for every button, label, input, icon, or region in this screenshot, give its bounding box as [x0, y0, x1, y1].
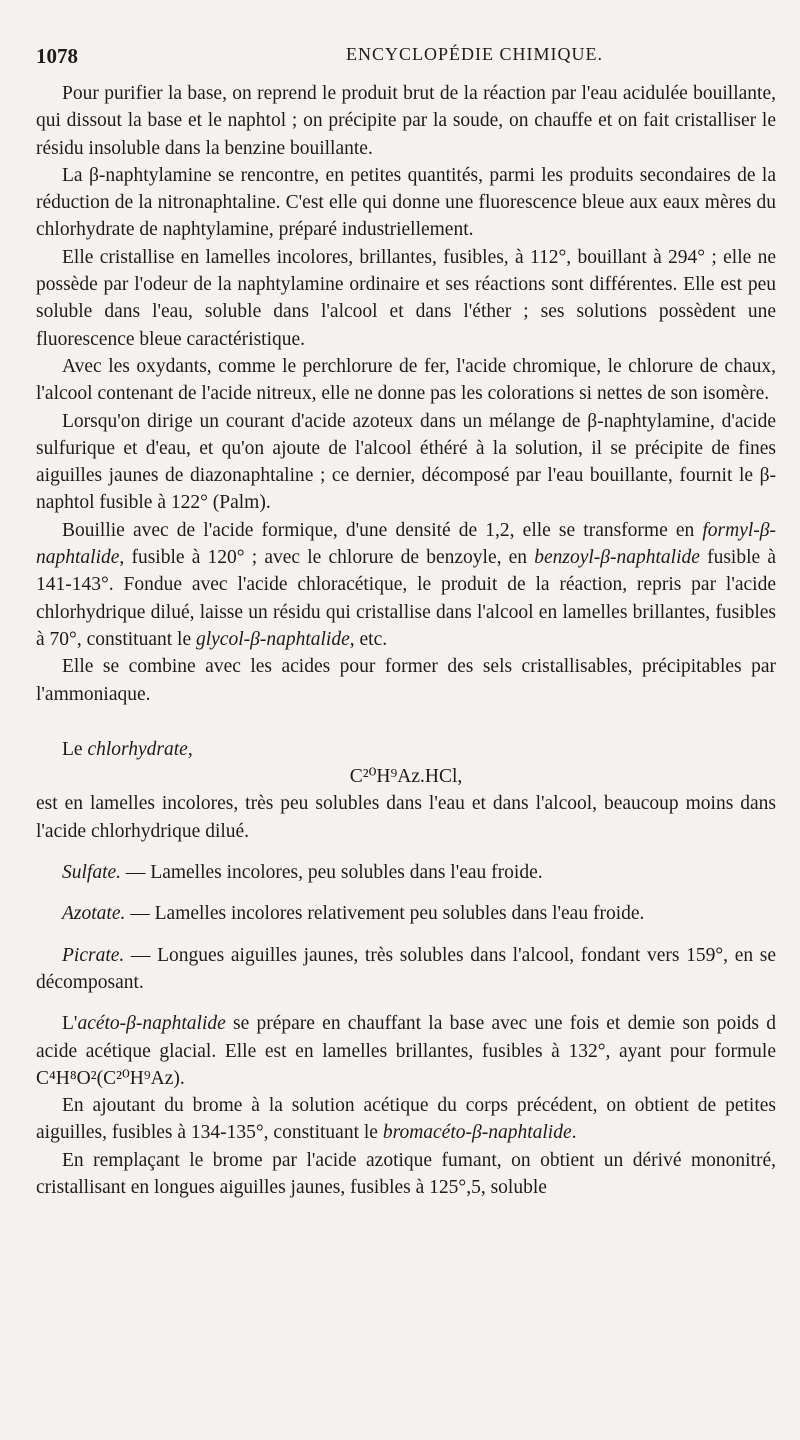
paragraph-nitration: En remplaçant le brome par l'acide azotique fumant, on obtient un dérivé mononitré, cristallisant en longues aiguilles jaunes, fusibles à 125°,5, soluble — [36, 1149, 776, 1198]
text-run: — Lamelles incolores, peu solubles dans l'eau froide. — [121, 862, 543, 884]
paragraph-azotate — [36, 900, 776, 927]
page-number: 1078 — [36, 44, 78, 68]
compound-name: formyl-β-naphtalide — [36, 519, 776, 569]
paragraph-chlorhydrate: est en lamelles incolores, très peu solubles dans l'eau et dans l'alcool, beaucoup moins dans l'acide chlorhydrique dilué. — [36, 793, 776, 842]
paragraph-sulfate — [36, 859, 776, 886]
compound-name: chlorhydrate, — [87, 738, 193, 760]
salt-label: Picrate. — [62, 944, 125, 966]
salt-label: Sulfate. — [62, 862, 122, 884]
paragraph-salts: Elle se combine avec les acides pour former des sels cristallisables, précipitables par l'ammoniaque. — [36, 656, 776, 705]
paragraph-chlorhydrate-intro — [36, 736, 776, 763]
text-run: L' — [62, 1013, 78, 1035]
compound-name: bromacéto-β-naphtalide — [382, 1122, 572, 1144]
paragraph-purification: Pour purifier la base, on reprend le produit brut de la réaction par l'eau acidulée bouillante, qui dissout la base et le naphtol ; on précipite par la soude, on chauffe et on fait cristalliser le résidu insoluble dans la benzine bouillante. — [36, 83, 776, 159]
text-run: Bouillie avec de l'acide formique, d'une densité de 1,2, elle se transforme en — [62, 519, 703, 541]
paragraph-picrate — [36, 942, 776, 997]
paragraph-occurrence: La β-naphtylamine se rencontre, en petites quantités, parmi les produits secondaires de la réduction de la nitronaphtaline. C'est elle qui donne une fluorescence bleue aux eaux mères du chlorhydrate de naphtylamine, préparé industriellement. — [36, 164, 776, 241]
text-run: fusible à 141-143°. Fondue avec l'acide chloracétique, le produit de la réaction, repris par l'acide chlorhydrique dilué, laisse un résidu qui cristallise dans l'alcool en lamelles brillantes, fusibles à 70°, constituant le — [36, 547, 776, 650]
paragraph-diazo: Lorsqu'on dirige un courant d'acide azoteux dans un mélange de β-naphtylamine, d'acide sulfurique et d'eau, et qu'on ajoute de l'alcool éthéré à la solution, il se précipite de fines aiguilles jaunes de diazonaphtaline ; ce dernier, décomposé par l'eau bouillante, fournit le β-naphtol fusible à 122° (Palm). — [36, 410, 776, 514]
paragraph-properties: Elle cristallise en lamelles incolores, brillantes, fusibles, à 112°, bouillant à 294° ; elle ne possède par l'odeur de la naphtylamine ordinaire et ses réactions sont différentes. Elle est peu soluble dans l'eau, soluble dans l'alcool et dans l'éther ; ses solutions possèdent une fluorescence bleue caractéristique. — [36, 246, 776, 350]
text-run: — Longues aiguilles jaunes, très solubles dans l'alcool, fondant vers 159°, en se décomposant. — [36, 944, 776, 993]
compound-name: acéto-β-naphtalide — [77, 1013, 226, 1035]
salt-label: Azotate. — [62, 903, 126, 925]
paragraph-acetonaphtalide — [36, 1010, 776, 1092]
paragraph-derivatives — [36, 517, 776, 653]
text-run: , etc. — [349, 628, 388, 650]
page-header — [36, 44, 764, 70]
compound-name: benzoyl-β-naphtalide — [534, 547, 700, 569]
text-run: se prépare en chauffant la base avec une fois et demie son poids d acide acétique glacial. Elle est en lamelles brillantes, fusibles à 132°, ayant pour formule C⁴H⁸O²(C²⁰H⁹Az). — [36, 1013, 776, 1089]
compound-name: glycol-β-naphtalide — [195, 628, 350, 650]
text-run: Le — [62, 738, 88, 760]
text-run: — Lamelles incolores relativement peu solubles dans l'eau froide. — [125, 903, 645, 925]
text-run: , fusible à 120° ; avec le chlorure de benzoyle, en — [119, 547, 535, 569]
chemical-formula: C²⁰H⁹Az.HCl, — [349, 766, 463, 788]
paragraph-oxidants: Avec les oxydants, comme le perchlorure de fer, l'acide chromique, le chlorure de chaux, l'alcool contenant de l'acide nitreux, elle ne donne pas les colorations si nettes de son isomère. — [36, 355, 776, 405]
running-title: ENCYCLOPÉDIE CHIMIQUE. — [346, 44, 603, 64]
paragraph-bromination — [36, 1092, 776, 1147]
body-text — [36, 80, 776, 1201]
text-run: En ajoutant du brome à la solution acétique du corps précédent, on obtient de petites aiguilles, fusibles à 134-135°, constituant le — [36, 1095, 776, 1144]
text-run: . — [571, 1122, 577, 1144]
